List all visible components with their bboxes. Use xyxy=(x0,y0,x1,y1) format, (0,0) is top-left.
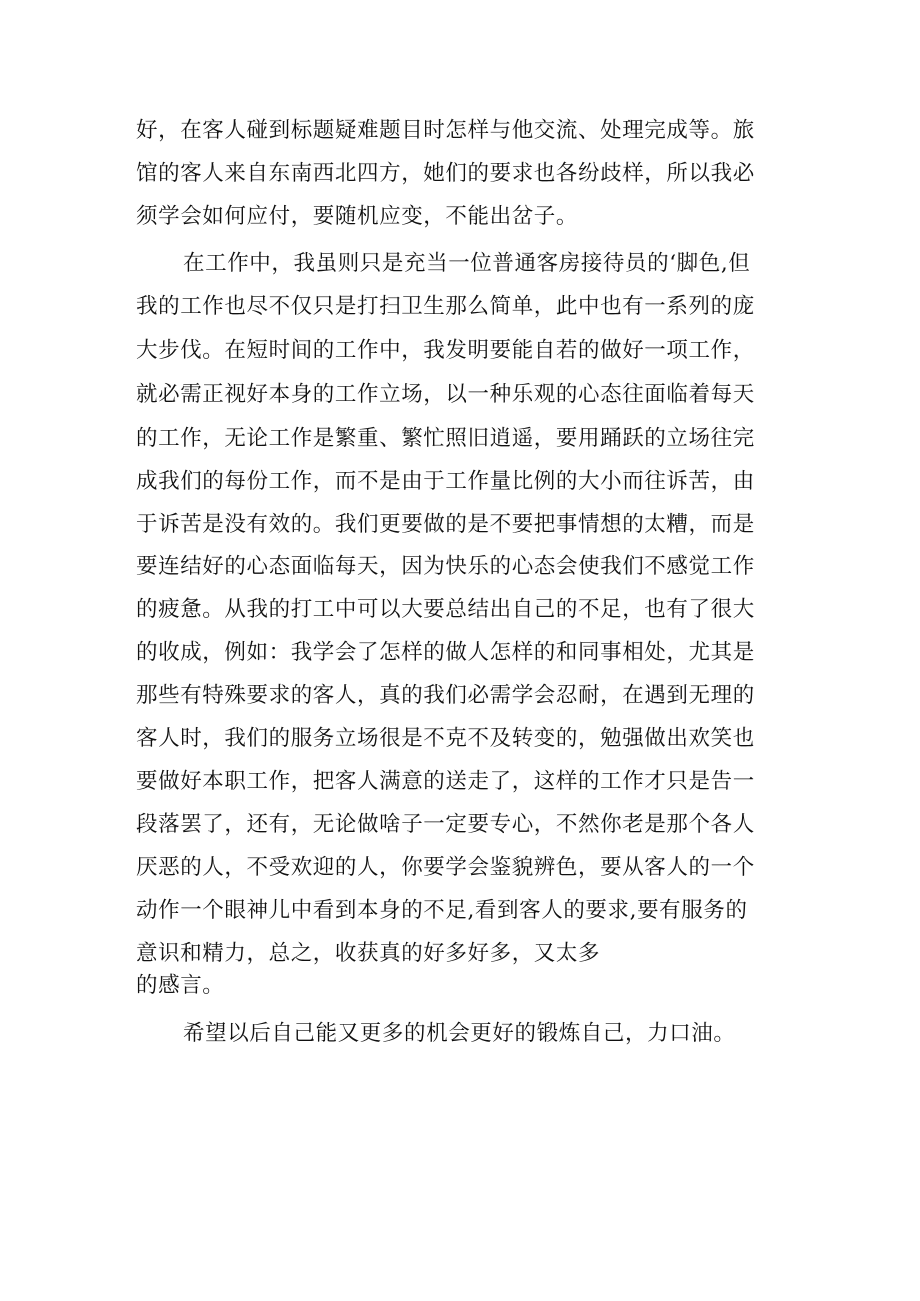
text-line: 大步伐。在短时间的工作中，我发明要能自若的做好一项工作， xyxy=(136,338,755,363)
text-line: 的疲惫。从我的打工中可以大要总结出自己的不足，也有了很大 xyxy=(136,597,755,622)
text-line: 动作一个眼神儿中看到本身的不足,看到客人的要求,要有服务的 xyxy=(136,898,748,923)
text-line: 于诉苦是没有效的。我们更要做的是不要把事情想的太糟，而是 xyxy=(136,512,755,537)
text-line: 的收成，例如：我学会了怎样的做人怎样的和同事相处，尤其是 xyxy=(136,640,755,665)
text-line: 在工作中，我虽则只是充当一位普通客房接待员的‘脚色,但 xyxy=(183,251,751,276)
text-line: 馆的客人来自东南西北四方，她们的要求也各纷歧样，所以我必 xyxy=(136,161,755,186)
text-line: 段落罢了，还有，无论做啥子一定要专心，不然你老是那个各人 xyxy=(136,812,755,837)
text-line: 意识和精力，总之，收获真的好多好多，又太多 xyxy=(136,941,601,966)
text-line: 希望以后自己能又更多的机会更好的锻炼自己，力口油。 xyxy=(183,1021,736,1046)
text-line: 我的工作也尽不仅只是打扫卫生那么简单，此中也有一系列的庞 xyxy=(136,294,755,319)
text-line: 厌恶的人，不受欢迎的人，你要学会鉴貌辨色，要从客人的一个 xyxy=(136,855,755,880)
text-line: 就必需正视好本身的工作立场，以一种乐观的心态往面临着每天 xyxy=(136,382,755,407)
text-line: 那些有特殊要求的客人，真的我们必需学会忍耐，在遇到无理的 xyxy=(136,683,755,708)
text-line: 成我们的每份工作，而不是由于工作量比例的大小而往诉苦，由 xyxy=(136,469,755,494)
text-line: 的感言。 xyxy=(136,973,225,998)
text-line: 须学会如何应付，要随机应变，不能出岔子。 xyxy=(136,204,579,229)
text-line: 要连结好的心态面临每天，因为快乐的心态会使我们不感觉工作 xyxy=(136,554,755,579)
text-line: 的工作，无论工作是繁重、繁忙照旧逍遥，要用踊跃的立场往完 xyxy=(136,426,755,451)
text-line: 客人时，我们的服务立场很是不克不及转变的，勉强做出欢笑也 xyxy=(136,726,755,751)
text-line: 好，在客人碰到标题疑难题目时怎样与他交流、处理完成等。旅 xyxy=(136,118,755,143)
text-line: 要做好本职工作，把客人满意的送走了，这样的工作才只是告一 xyxy=(136,769,755,794)
